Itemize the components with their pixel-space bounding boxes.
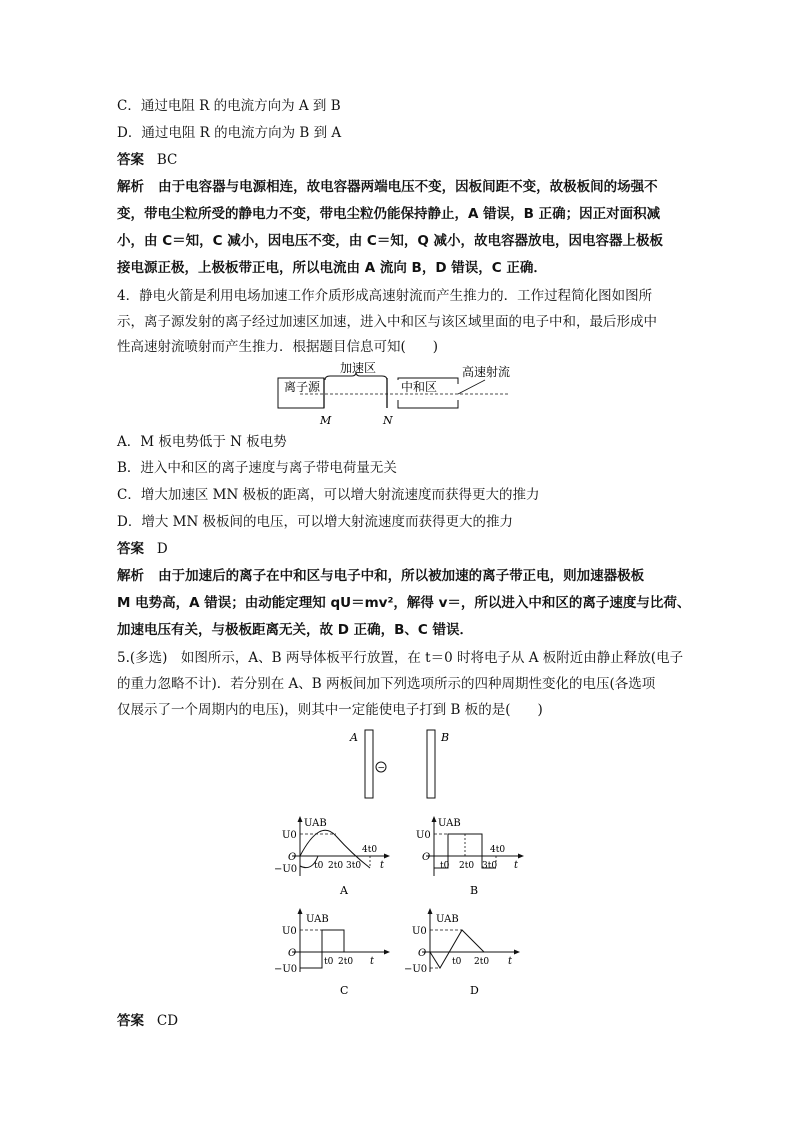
analysis-label: 解析 xyxy=(117,568,144,584)
origin-label: O xyxy=(288,852,297,863)
jet-leader xyxy=(458,380,485,394)
u0-label: U0 xyxy=(412,926,427,937)
t0-tick: t0 xyxy=(314,861,324,871)
graph-b xyxy=(404,814,534,900)
t-axis-arrow-icon xyxy=(514,950,520,955)
answer-value: D xyxy=(156,541,168,557)
graph-a xyxy=(270,814,400,900)
3t0-tick: 3t0 xyxy=(482,861,498,871)
t0-tick: t0 xyxy=(324,957,334,967)
u0-label: U0 xyxy=(282,830,297,841)
graph-d xyxy=(400,906,530,998)
caption-c: C xyxy=(340,984,349,997)
q4-stem-line-1: 4．静电火箭是利用电场加速工作介质形成高速射流而产生推力的．工作过程简化图如图所 xyxy=(117,288,653,304)
q4-option-b: B．进入中和区的离子速度与离子带电荷量无关 xyxy=(117,460,397,476)
t-label: t xyxy=(380,860,385,871)
2t0-tick: 2t0 xyxy=(328,861,344,871)
plate-b xyxy=(427,730,435,798)
neutral-zone-bottom xyxy=(398,400,458,408)
plate-n-label: N xyxy=(383,414,393,427)
q5-answer-row xyxy=(117,1012,178,1030)
2t0-tick: 2t0 xyxy=(474,957,490,967)
q4-stem-line-3: 性高速射流喷射而产生推力．根据题目信息可知( ) xyxy=(117,339,439,355)
t-axis-arrow-icon xyxy=(384,854,390,859)
4t0-tick: 4t0 xyxy=(490,845,506,855)
q3-option-d: D．通过电阻 R 的电流方向为 B 到 A xyxy=(117,125,342,141)
q3-analysis-line-3: 小，由 C＝知，C 减小，因电压不变，由 C＝知，Q 减小，故电容器放电，因电容器上极板 xyxy=(117,233,663,249)
ion-thruster-diagram xyxy=(270,360,530,430)
origin-label: O xyxy=(422,852,431,863)
neg-u0-label: −U0 xyxy=(274,964,298,975)
t-label: t xyxy=(514,860,519,871)
plate-a-label: A xyxy=(350,731,358,744)
neg-u0-label: −U0 xyxy=(404,964,428,975)
origin-label: O xyxy=(288,948,297,959)
u-axis-arrow-icon xyxy=(428,908,433,914)
uab-label: UAB xyxy=(306,914,329,925)
plate-a xyxy=(365,730,373,798)
t-axis-arrow-icon xyxy=(384,950,390,955)
uab-label: UAB xyxy=(304,818,327,829)
q4-answer-row xyxy=(117,540,168,558)
q4-analysis-line-2: M 电势高，A 错误；由动能定理知 qU＝mv²，解得 v＝，所以进入中和区的离子速度与比荷、 xyxy=(117,595,691,611)
2t0-tick: 2t0 xyxy=(338,957,354,967)
uab-label: UAB xyxy=(438,818,461,829)
t0-tick: t0 xyxy=(440,861,450,871)
q5-stem-line-1: 5.(多选) 如图所示，A、B 两导体板平行放置，在 t＝0 时将电子从 A 板附近由静止释放(电子 xyxy=(117,650,684,666)
t0-tick: t0 xyxy=(452,957,462,967)
3t0-tick: 3t0 xyxy=(346,861,362,871)
q3-option-c: C．通过电阻 R 的电流方向为 A 到 B xyxy=(117,98,341,114)
q4-analysis-line-1: 解析 由于加速后的离子在中和区与电子中和，所以被加速的离子带正电，则加速器极板 xyxy=(117,568,645,584)
jet-label: 高速射流 xyxy=(462,365,511,379)
t-axis-arrow-icon xyxy=(518,854,524,859)
uab-label: UAB xyxy=(436,914,459,925)
analysis-label: 解析 xyxy=(117,179,144,195)
q3-analysis-line-1: 解析 由于电容器与电源相连，故电容器两端电压不变，因板间距不变，故极板间的场强不 xyxy=(117,179,658,195)
4t0-tick: 4t0 xyxy=(362,845,378,855)
answer-label: 答案 xyxy=(117,1013,144,1029)
answer-label: 答案 xyxy=(117,152,144,168)
accel-zone-brace xyxy=(325,372,387,380)
neg-u0-label: −U0 xyxy=(274,864,298,875)
t-label: t xyxy=(370,956,375,967)
2t0-tick: 2t0 xyxy=(459,861,475,871)
q5-stem-line-3: 仅展示了一个周期内的电压)，则其中一定能使电子打到 B 板的是( ) xyxy=(117,702,543,718)
parallel-plates-figure xyxy=(340,726,470,802)
u0-label: U0 xyxy=(282,926,297,937)
q4-option-a: A．M 板电势低于 N 板电势 xyxy=(117,434,287,450)
electron-sign: − xyxy=(377,763,386,774)
u-axis-arrow-icon xyxy=(432,816,437,822)
u0-label: U0 xyxy=(416,830,431,841)
q4-analysis-line-3: 加速电压有关，与极板距离无关，故 D 正确，B、C 错误． xyxy=(117,622,474,638)
u-axis-arrow-icon xyxy=(298,816,303,822)
q4-option-c: C．增大加速区 MN 极板的距离，可以增大射流速度而获得更大的推力 xyxy=(117,487,540,503)
q4-option-d: D．增大 MN 极板间的电压，可以增大射流速度而获得更大的推力 xyxy=(117,514,514,530)
answer-value: CD xyxy=(156,1013,179,1029)
q3-answer-row xyxy=(117,151,177,169)
ion-source-label: 离子源 xyxy=(284,380,321,394)
t-label: t xyxy=(508,956,513,967)
answer-label: 答案 xyxy=(117,541,144,557)
u-axis-arrow-icon xyxy=(298,908,303,914)
caption-a: A xyxy=(340,884,348,897)
q5-stem-line-2: 的重力忽略不计)．若分别在 A、B 两板间加下列选项所示的四种周期性变化的电压(各选项 xyxy=(117,676,656,692)
plate-m-label: M xyxy=(320,414,332,427)
origin-label: O xyxy=(418,948,427,959)
answer-value: BC xyxy=(156,152,178,168)
q4-stem-line-2: 示，离子源发射的离子经过加速区加速，进入中和区与该区域里面的电子中和，最后形成中 xyxy=(117,314,657,330)
q3-analysis-line-2: 变，带电尘粒所受的静电力不变，带电尘粒仍能保持静止，A 错误，B 正确；因正对面积减 xyxy=(117,206,661,222)
graph-c xyxy=(270,906,400,998)
caption-d: D xyxy=(470,984,479,997)
plate-b-label: B xyxy=(441,731,450,744)
neutral-zone-label: 中和区 xyxy=(401,380,438,394)
accel-zone-label: 加速区 xyxy=(340,361,377,375)
caption-b: B xyxy=(470,884,479,897)
q3-analysis-line-4: 接电源正极，上极板带正电，所以电流由 A 流向 B，D 错误，C 正确． xyxy=(117,260,547,276)
